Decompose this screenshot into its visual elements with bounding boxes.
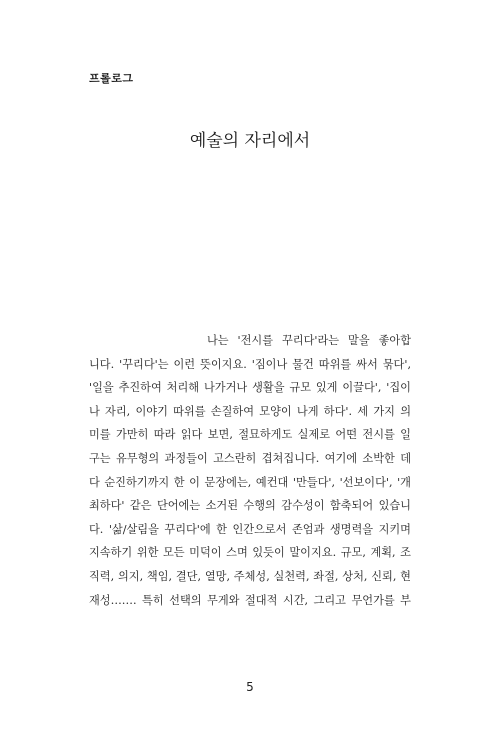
body-line: 나 자리, 이야기 따위를 손질하여 모양이 나게 하다'. 세 가지 의 (89, 404, 411, 418)
body-line: 미를 가만히 따라 읽다 보면, 절묘하게도 실제로 어떤 전시를 일 (89, 428, 411, 442)
body-line: 재성……. 특히 선택의 무게와 절대적 시간, 그리고 무언가를 부 (89, 593, 411, 607)
body-line: 직력, 의지, 책임, 결단, 열망, 주체성, 실천력, 좌절, 상처, 신뢰, 현 (89, 569, 411, 583)
body-line: 구는 유무형의 과정들이 고스란히 겹쳐집니다. 여기에 소박한 데 (89, 451, 411, 465)
section-label: 프롤로그 (89, 72, 134, 85)
body-text (89, 329, 411, 612)
body-line: 다. '삶/살림을 꾸리다'에 한 인간으로서 존엄과 생명력을 지키며 (89, 522, 411, 536)
page-number: 5 (246, 680, 254, 694)
body-line: 지속하기 위한 모든 미덕이 스며 있듯이 말이지요. 규모, 계획, 조 (89, 546, 411, 560)
body-line: '일을 추진하여 처리해 나가거나 생활을 규모 있게 이끌다', '집이 (89, 381, 411, 395)
chapter-title: 예술의 자리에서 (189, 131, 311, 151)
body-line: 니다. '꾸리다'는 이런 뜻이지요. '짐이나 물건 따위를 싸서 묶다', (89, 357, 411, 371)
body-line: 최하다' 같은 단어에는 소거된 수행의 감수성이 함축되어 있습니 (89, 499, 411, 513)
body-line: 나는 '전시를 꾸리다'라는 말을 좋아합 (207, 334, 411, 347)
body-line: 다 순진하기까지 한 이 문장에는, 예컨대 '만들다', '선보이다', '개 (89, 475, 411, 489)
